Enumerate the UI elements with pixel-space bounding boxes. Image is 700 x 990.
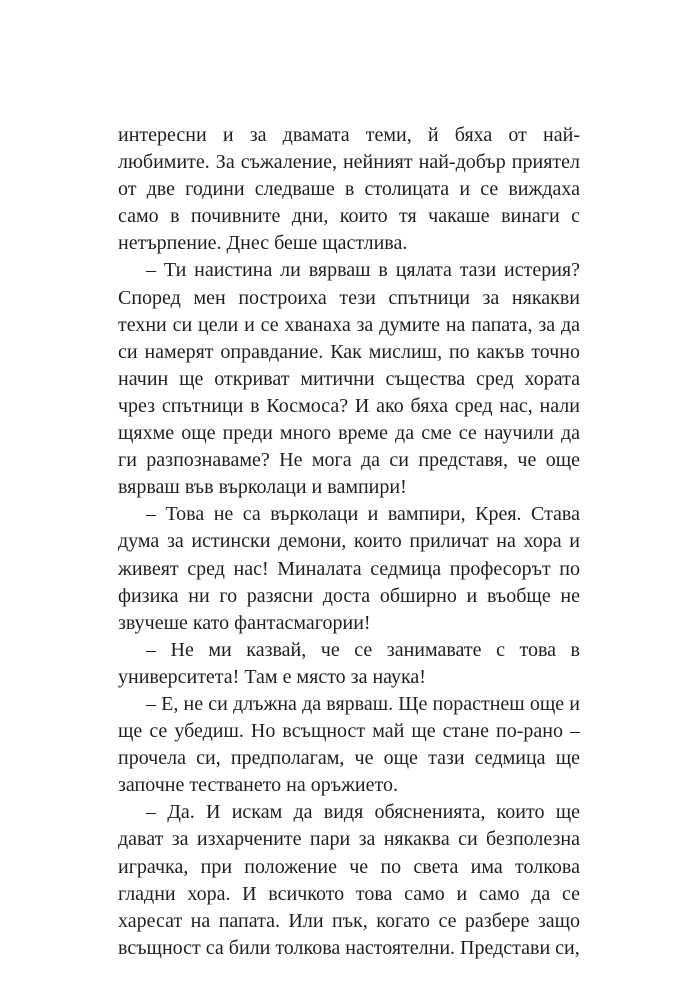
paragraph-4: – Не ми казвай, че се занимавате с това в университета! Там е място за наука! (118, 638, 580, 688)
paragraph-3: – Това не са върколаци и вампири, Крея. Става дума за истински демони, които приличат на хора и живеят сред нас! Миналата седмица професорът по физика ни го разясни доста обширно и въобще не звучеше като фантасмагории! (118, 503, 580, 634)
paragraph-1: интересни и за двамата теми, й бяха от най-любимите. За съжаление, нейният най-добър приятел от две години следваше в столицата и се виждаха само в почивните дни, които тя чакаше винаги с нетърпение. Днес беше щастлива. (118, 124, 580, 255)
page-body-text (118, 122, 580, 962)
paragraph-6: – Да. И искам да видя обясненията, които ще дават за изхарчените пари за някаква си безполезна играчка, при положение че по света има толкова гладни хора. И всичкото това само и само да се харесат на папата. Или пък, когато се разбере защо всъщност са били толкова настоятелни. Представи си, (118, 801, 580, 959)
paragraph-5: – Е, не си длъжна да вярваш. Ще порастнеш още и ще се убедиш. Но всъщност май ще стане по-рано – прочела си, предполагам, че още тази седмица ще започне тестването на оръжието. (118, 692, 580, 797)
paragraph-2: – Ти наистина ли вярваш в цялата тази истерия? Според мен построиха тези спътници за някакви техни си цели и се хванаха за думите на папата, за да си намерят оправдание. Как мислиш, по какъв точно начин ще откриват митични същества сред хората чрез спътници в Космоса? И ако бяха сред нас, нали щяхме още преди много време да сме се научили да ги разпознаваме? Не мога да си представя, че още вярваш във върколаци и вампири! (118, 259, 580, 499)
